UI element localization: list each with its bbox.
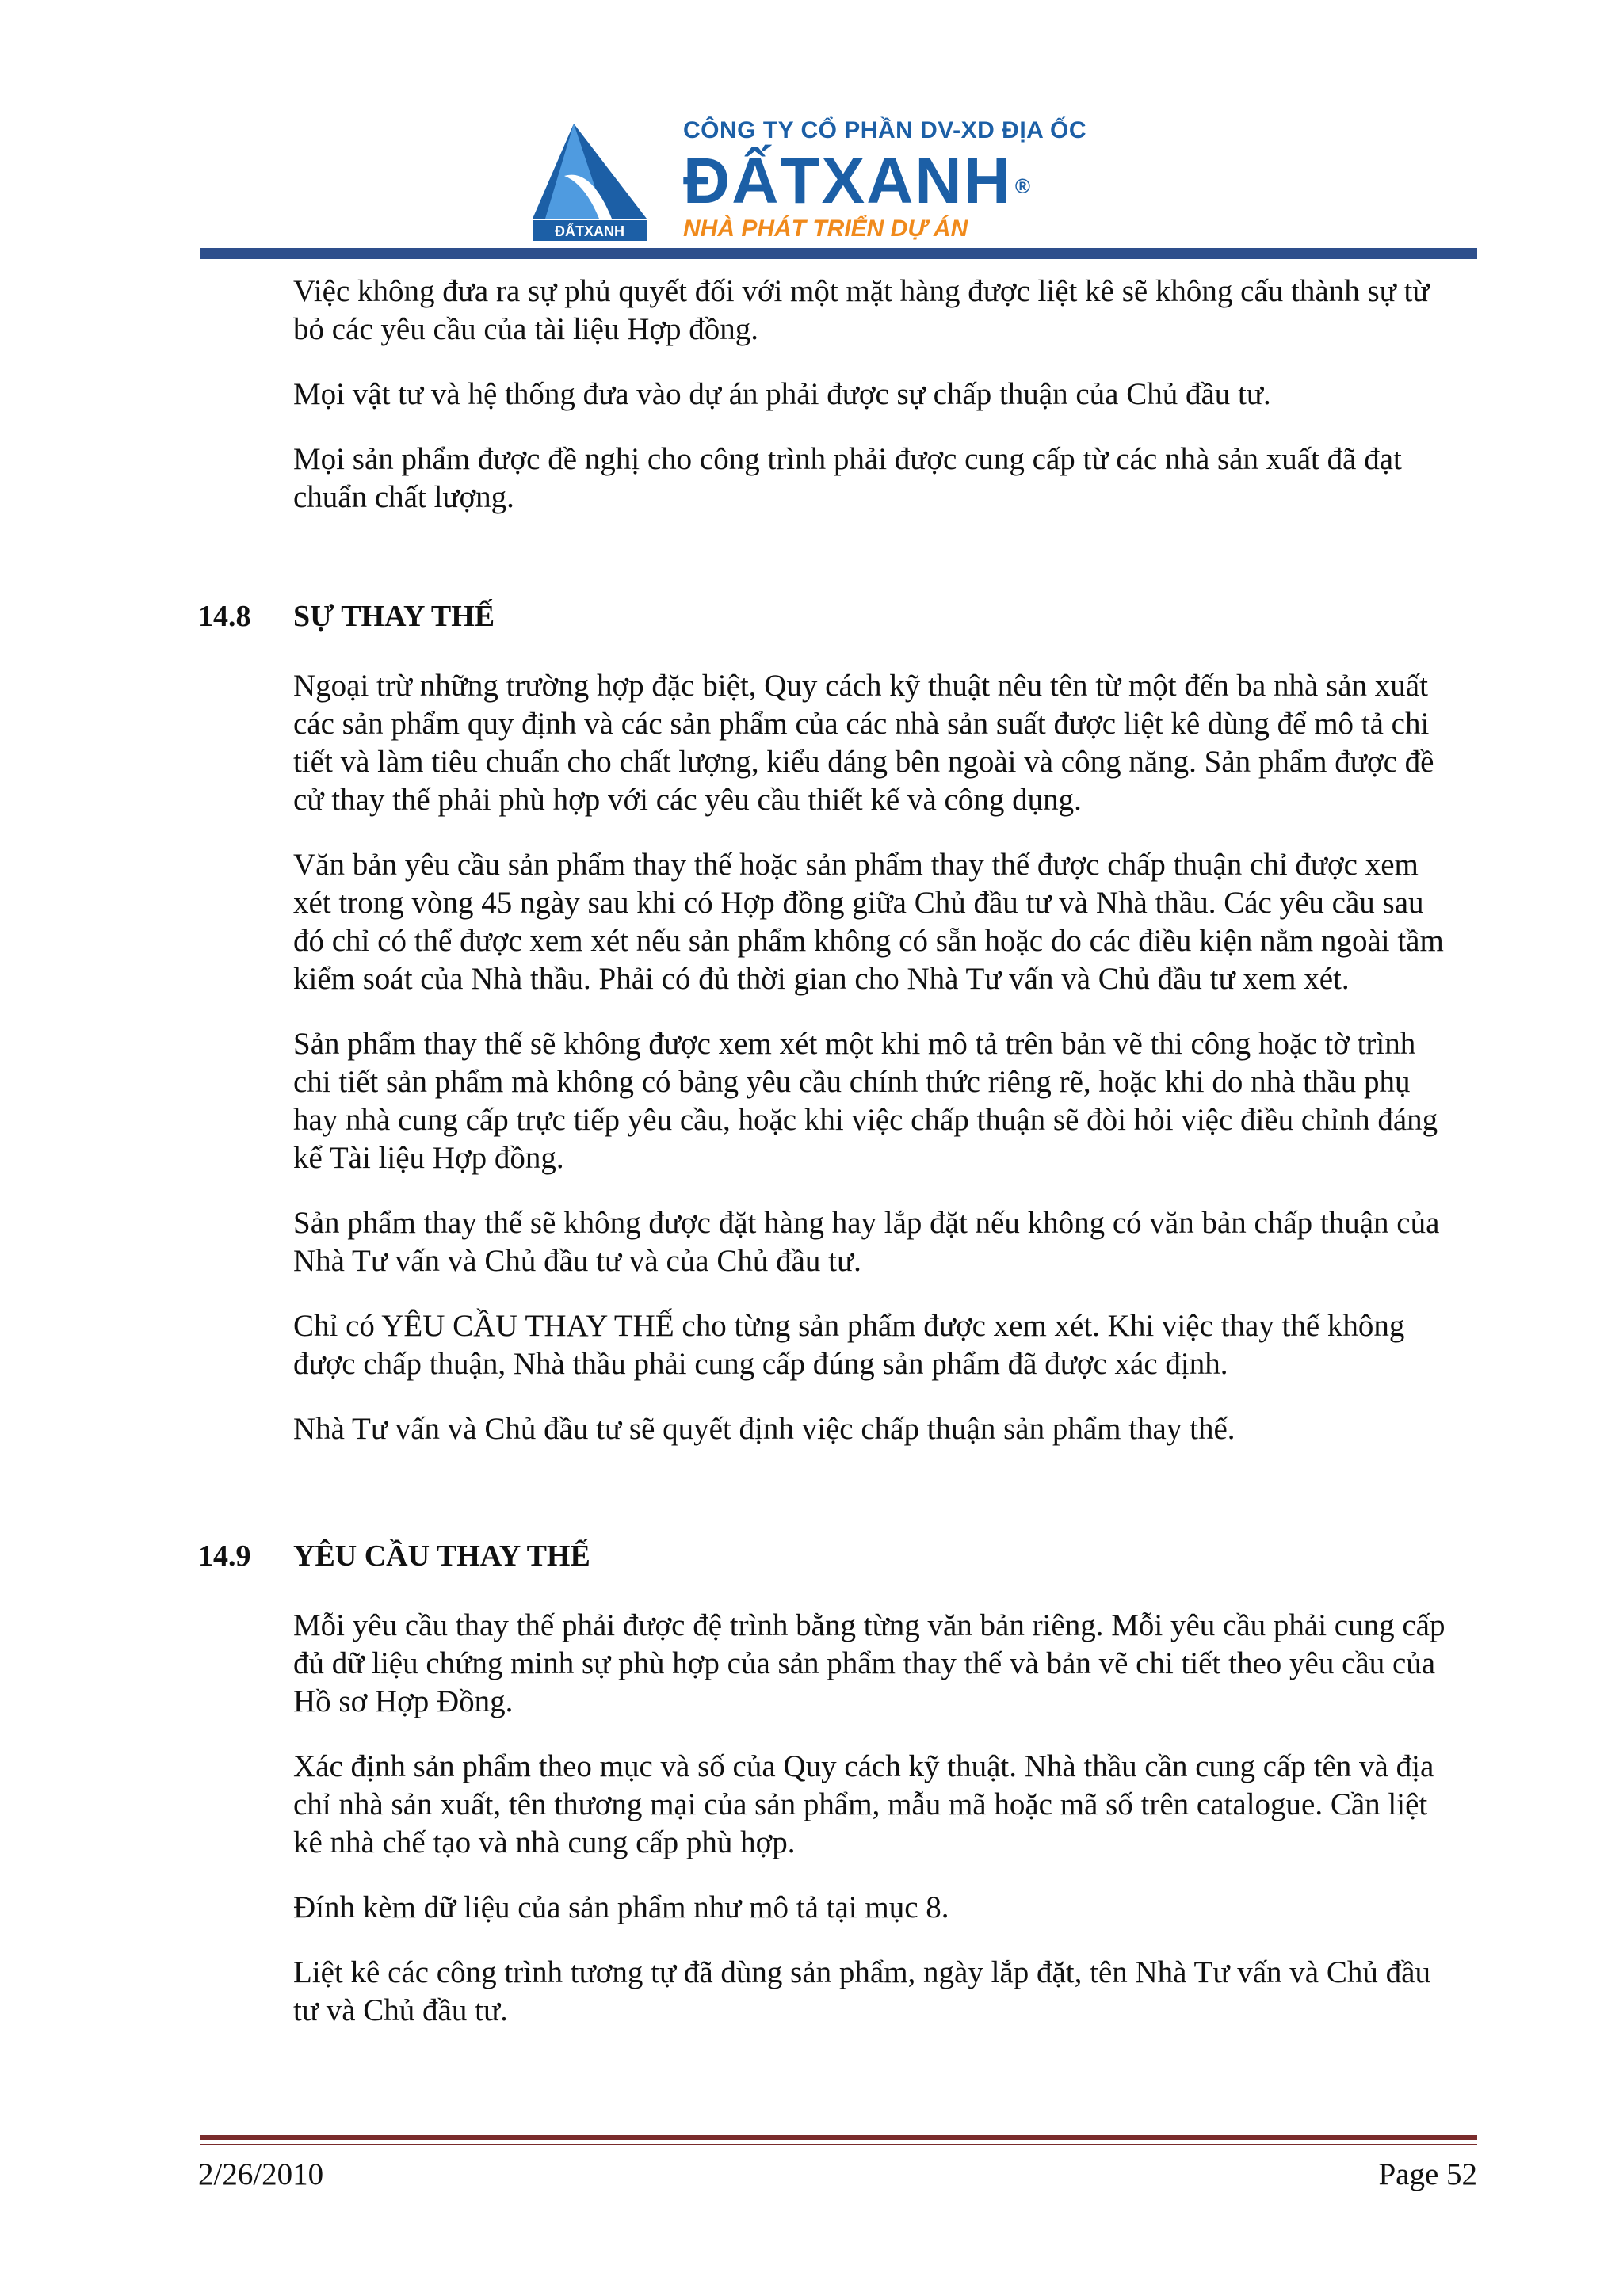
section-paragraph: Mỗi yêu cầu thay thế phải được đệ trình bằng từng văn bản riêng. Mỗi yêu cầu phải cung cấp đủ dữ liệu chứng minh sự phù hợp của sản phẩm thay thế và bản vẽ chi tiết theo yêu cầu của Hồ sơ Hợp Đồng.	[293, 1608, 1445, 1718]
header-divider	[200, 248, 1477, 259]
section-paragraph: Văn bản yêu cầu sản phẩm thay thế hoặc sản phẩm thay thế được chấp thuận chỉ được xem xét trong vòng 45 ngày sau khi có Hợp đồng giữa Chủ đầu tư và Nhà thầu. Các yêu cầu sau đó chỉ có thể được xem xét nếu sản phẩm không có sẵn hoặc do các điều kiện nằm ngoài tầm kiểm soát của Nhà thầu. Phải có đủ thời gian cho Nhà Tư vấn và Chủ đầu tư xem xét.	[293, 848, 1444, 996]
logo-triangle-icon	[529, 120, 656, 241]
section-paragraph: Liệt kê các công trình tương tự đã dùng sản phẩm, ngày lắp đặt, tên Nhà Tư vấn và Chủ đầu tư và Chủ đầu tư.	[293, 1955, 1430, 2027]
section-heading-14-8	[198, 597, 1458, 635]
section-number: 14.8	[198, 600, 251, 633]
section-paragraph: Chỉ có YÊU CẦU THAY THẾ cho từng sản phẩm được xem xét. Khi việc thay thế không được chấp thuận, Nhà thầu phải cung cấp đúng sản phẩm đã được xác định.	[293, 1309, 1405, 1381]
logo-text: ĐẤTXANH	[555, 223, 624, 239]
company-logo	[529, 120, 656, 241]
section-number: 14.9	[198, 1539, 251, 1573]
brand-text: ĐẤTXANH	[683, 145, 1012, 217]
section-paragraph: Xác định sản phẩm theo mục và số của Quy cách kỹ thuật. Nhà thầu cần cung cấp tên và địa chỉ nhà sản xuất, tên thương mại của sản phẩm, mẫu mã hoặc mã số trên catalogue. Cần liệt kê nhà chế tạo và nhà cung cấp phù hợp.	[293, 1749, 1434, 1859]
brand-name	[683, 145, 1033, 217]
section-heading-14-9	[198, 1537, 1458, 1575]
footer-divider	[200, 2135, 1477, 2140]
section-paragraph: Ngoại trừ những trường hợp đặc biệt, Quy cách kỹ thuật nêu tên từ một đến ba nhà sản xuất các sản phẩm quy định và các sản phẩm của các nhà sản suất được liệt kê dùng để mô tả chi tiết và làm tiêu chuẩn cho chất lượng, kiểu dáng bên ngoài và công năng. Sản phẩm được đề cử thay thế phải phù hợp với các yêu cầu thiết kế và công dụng.	[293, 669, 1434, 817]
section-title: YÊU CẦU THAY THẾ	[293, 1539, 590, 1573]
section-paragraph: Đính kèm dữ liệu của sản phẩm như mô tả tại mục 8.	[293, 1890, 949, 1924]
brand-tagline: NHÀ PHÁT TRIỂN DỰ ÁN	[683, 215, 968, 242]
intro-paragraph: Mọi sản phẩm được đề nghị cho công trình phải được cung cấp từ các nhà sản xuất đã đạt chuẩn chất lượng.	[293, 442, 1402, 514]
registered-mark: ®	[1014, 174, 1033, 198]
footer-divider-thin	[200, 2144, 1477, 2145]
section-paragraph: Nhà Tư vấn và Chủ đầu tư sẽ quyết định việc chấp thuận sản phẩm thay thế.	[293, 1412, 1235, 1446]
page-number: Page 52	[1378, 2157, 1477, 2191]
footer-date: 2/26/2010	[198, 2157, 324, 2191]
section-paragraph: Sản phẩm thay thế sẽ không được xem xét một khi mô tả trên bản vẽ thi công hoặc tờ trình chi tiết sản phẩm mà không có bảng yêu cầu chính thức riêng rẽ, hoặc khi do nhà thầu phụ hay nhà cung cấp trực tiếp yêu cầu, hoặc khi việc chấp thuận sẽ đòi hỏi việc điều chỉnh đáng kể Tài liệu Hợp đồng.	[293, 1027, 1438, 1175]
section-title: SỰ THAY THẾ	[293, 600, 495, 633]
section-paragraph: Sản phẩm thay thế sẽ không được đặt hàng hay lắp đặt nếu không có văn bản chấp thuận của Nhà Tư vấn và Chủ đầu tư và của Chủ đầu tư.	[293, 1206, 1440, 1278]
company-name: CÔNG TY CỔ PHẦN DV-XD ĐỊA ỐC	[683, 117, 1087, 143]
intro-paragraph: Mọi vật tư và hệ thống đưa vào dự án phải được sự chấp thuận của Chủ đầu tư.	[293, 377, 1271, 411]
document-body	[198, 273, 1458, 2057]
intro-paragraph: Việc không đưa ra sự phủ quyết đối với một mặt hàng được liệt kê sẽ không cấu thành sự từ bỏ các yêu cầu của tài liệu Hợp đồng.	[293, 274, 1430, 346]
